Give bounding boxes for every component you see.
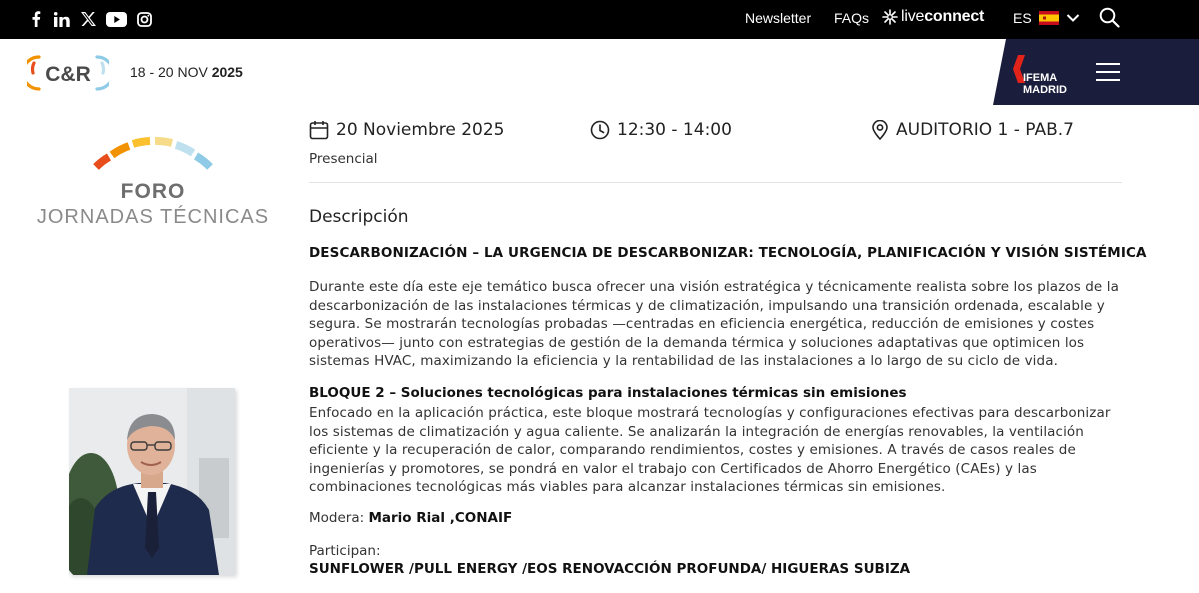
foro-title: FORO [120, 180, 186, 203]
cr-logo[interactable] [27, 53, 109, 93]
event-date [309, 120, 505, 140]
liveconnect-light: live [901, 8, 925, 25]
hamburger-menu-icon[interactable] [1096, 63, 1120, 81]
event-meta [309, 120, 1129, 146]
liveconnect-icon [882, 9, 898, 25]
facebook-icon[interactable] [26, 9, 46, 29]
cr-logo-text: C&R [45, 63, 91, 86]
event-date-text: 20 Noviembre 2025 [336, 120, 505, 140]
event-location-text: AUDITORIO 1 - PAB.7 [896, 120, 1074, 140]
session-headline: DESCARBONIZACIÓN – LA URGENCIA DE DESCARBONIZAR: TECNOLOGÍA, PLANIFICACIÓN Y VISIÓN SISTÉMICA [309, 245, 1147, 261]
language-selector[interactable]: ES [1013, 10, 1032, 26]
block-line: combinaciones tecnológicas más viables para alcanzar instalaciones térmicas sin emisiones. [309, 479, 946, 496]
foro-gauge-icon [36, 135, 272, 179]
intro-line: Durante este día este eje temático busca ofrecer una visión estratégica y técnicamente realista sobre los plazos de la [309, 279, 1119, 295]
intro-paragraph [309, 278, 1129, 371]
chevron-down-icon[interactable] [1066, 11, 1080, 25]
foro-logo [36, 135, 272, 235]
intro-line: segura. Se mostrarán tecnologías probadas —centradas en eficiencia energética, reducción de emisiones y costes [309, 316, 1095, 333]
intro-line: descarbonización de las instalaciones térmicas y de climatización, impulsando una transición ordenada, escalable y [309, 297, 1105, 314]
moderator [309, 510, 512, 526]
dates-year: 2025 [211, 64, 243, 80]
top-bar [0, 0, 1199, 39]
clock-icon [590, 120, 610, 140]
calendar-icon [309, 120, 329, 140]
speaker-photo [69, 388, 235, 575]
description-heading: Descripción [309, 207, 409, 227]
event-time [590, 120, 732, 140]
block-paragraph [309, 404, 1129, 497]
spain-flag-icon[interactable] [1039, 11, 1059, 25]
ifema-line2: MADRID [1023, 84, 1067, 96]
location-pin-icon [871, 120, 889, 140]
newsletter-link[interactable]: Newsletter [745, 10, 812, 26]
participants-label: Participan: [309, 543, 381, 559]
dates-prefix: 18 - 20 NOV [130, 64, 212, 80]
block-line: eficiente y la recuperación de calor, comparando rendimientos, costes y emisiones. A través de casos reales de [309, 442, 1076, 459]
moderator-name: Mario Rial ,CONAIF [368, 510, 513, 526]
search-icon[interactable] [1099, 7, 1120, 28]
youtube-icon[interactable] [104, 9, 128, 29]
event-mode: Presencial [309, 151, 378, 167]
foro-subtitle: JORNADAS TÉCNICAS [36, 206, 270, 228]
social-links [26, 9, 160, 29]
intro-line: operativos— junto con estrategias de gestión de la demanda térmica y soluciones adaptativas que optimicen los [309, 334, 1085, 351]
ifema-line1: IFEMA [1023, 72, 1058, 84]
event-time-text: 12:30 - 14:00 [617, 120, 732, 140]
block-heading: BLOQUE 2 – Soluciones tecnológicas para instalaciones térmicas sin emisiones [309, 385, 907, 401]
linkedin-icon[interactable] [52, 9, 72, 29]
x-icon[interactable] [78, 9, 98, 29]
liveconnect-bold: connect [924, 8, 985, 25]
liveconnect-link[interactable] [882, 8, 984, 26]
instagram-icon[interactable] [134, 9, 154, 29]
site-header [0, 39, 1199, 105]
faqs-link[interactable]: FAQs [834, 10, 870, 26]
moderator-label: Modera: [309, 510, 369, 526]
block-line: Enfocado en la aplicación práctica, este bloque mostrará tecnologías y configuraciones efectivas para descarbonizar [309, 405, 1111, 421]
divider [309, 182, 1122, 183]
participants-list: SUNFLOWER /PULL ENERGY /EOS RENOVACCIÓN PROFUNDA/ HIGUERAS SUBIZA [309, 561, 911, 577]
block-line: ingenierías y promotores, se pondrá en valor el trabajo con Certificados de Ahorro Energético (CAEs) y las [309, 460, 1037, 477]
block-line: los sistemas de climatización y agua caliente. Se analizarán la integración de energías renovables, la ventilación [309, 423, 1084, 440]
event-location [871, 120, 1074, 140]
intro-line: sistemas HVAC, maximizando la eficiencia y la rentabilidad de las instalaciones a lo largo de su ciclo de vida. [309, 353, 1058, 370]
event-dates [130, 64, 243, 80]
